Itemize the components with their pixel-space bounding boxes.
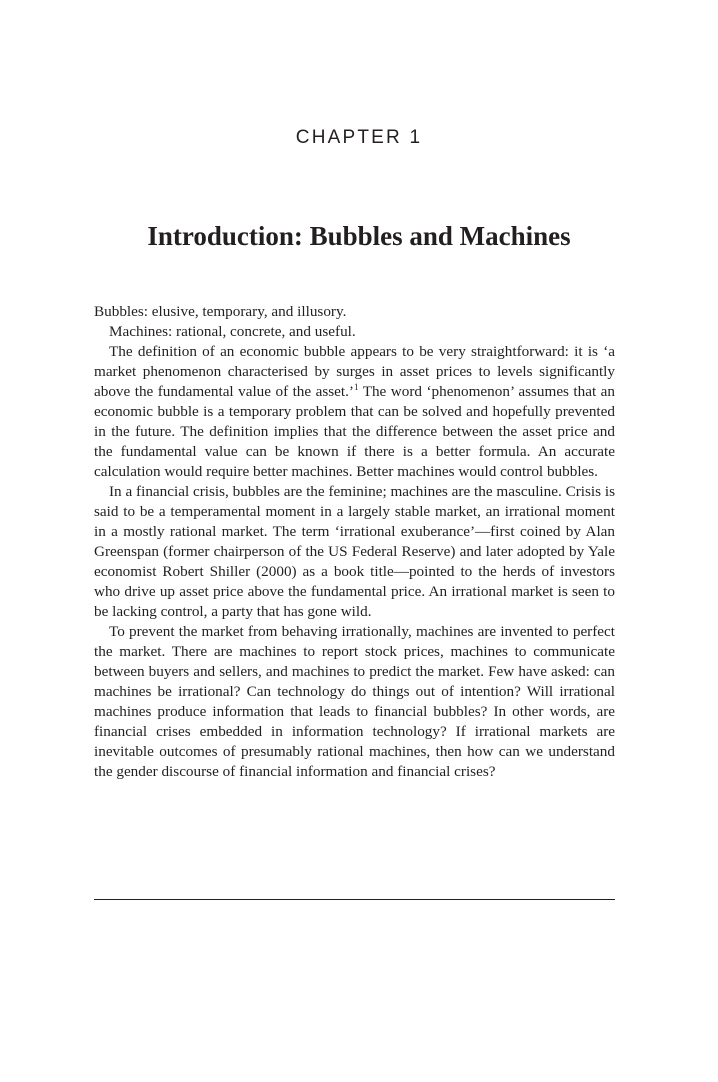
paragraph-5: To prevent the market from behaving irrationally, machines are invented to perfect the market. There are machines to report stock prices, machines to communicate between buyers and sellers, and machines to predict the market. Few have asked: can machines be irrational? Can technology do things out of intention? Will irrational machines produce information that leads to financial bubbles? In other words, are financial crises embedded in information technology? If irrational markets are inevitable outcomes of presumably rational machines, then how can we understand the gender discourse of financial information and financial crises? (94, 623, 615, 780)
paragraph-3-text-after-note: The word ‘phenomenon’ assumes that an economic bubble is a temporary problem that can be solved and hopefully prevented in the future. The definition implies that the difference between the asset price and the fundamental value can be known if there is a better formula. An accurate calculation would require better machines. Better machines would control bubbles. (94, 383, 616, 480)
paragraph-3-text-before-note: The definition of an economic bubble appears to be very straightforward: it is ‘a market phenomenon characterised by surges in asset prices to levels significantly above the fundamental value of the asset.’ (94, 343, 615, 400)
paragraph-4: In a financial crisis, bubbles are the feminine; machines are the masculine. Crisis is said to be a temperamental moment in a largely stable market, an irrational moment in a mostly rational market. The term ‘irrational exuberance’—first coined by Alan Greenspan (former chairperson of the US Federal Reserve) and later adopted by Yale economist Robert Shiller (2000) as a book title—pointed to the herds of investors who drive up asset price above the fundamental price. An irrational market is seen to be lacking control, a party that has gone wild. (94, 483, 615, 620)
paragraph-3 (94, 342, 615, 482)
chapter-title: Introduction: Bubbles and Machines (147, 221, 571, 251)
footnote-marker: 1 (354, 381, 359, 392)
paragraph-1: Bubbles: elusive, temporary, and illusory. (94, 303, 347, 320)
body-text (94, 302, 615, 782)
paragraph-2: Machines: rational, concrete, and useful. (109, 323, 356, 340)
footnote-separator-rule (94, 899, 615, 900)
chapter-label: CHAPTER 1 (295, 127, 423, 148)
